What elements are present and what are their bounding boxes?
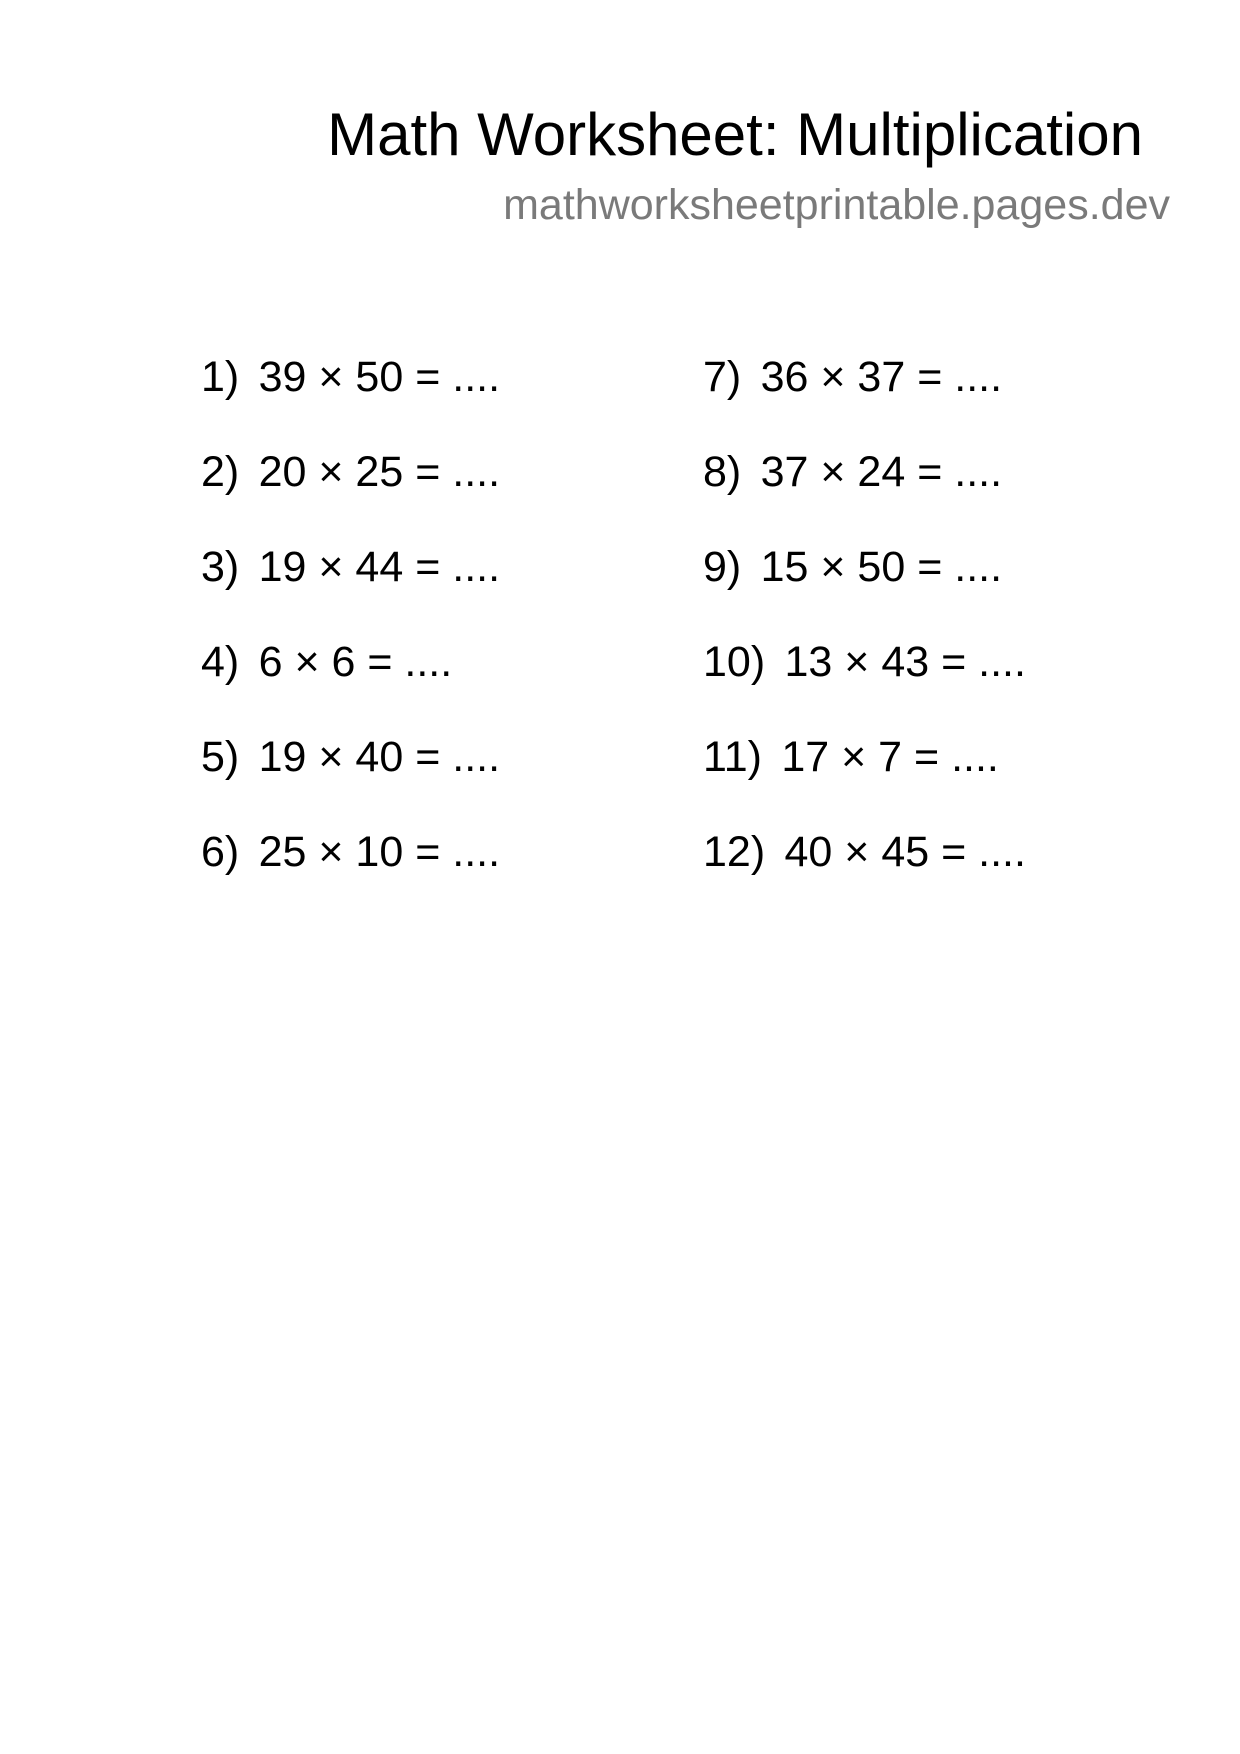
problem-expression: 15 × 50 = .... [760, 543, 1003, 591]
problem-number: 11) [703, 733, 762, 781]
problem-column-left [201, 352, 500, 922]
page-title: Math Worksheet: Multiplication [327, 101, 1143, 168]
problem-6 [201, 827, 500, 922]
problem-3 [201, 542, 500, 637]
problem-12 [703, 827, 1026, 922]
problem-10 [703, 637, 1026, 732]
problem-8 [703, 447, 1026, 542]
problem-number: 7) [703, 353, 742, 401]
problem-expression: 19 × 44 = .... [258, 543, 501, 591]
problem-11 [703, 732, 1026, 827]
problem-expression: 17 × 7 = .... [781, 733, 999, 781]
problem-2 [201, 447, 500, 542]
problem-number: 2) [201, 448, 240, 496]
problem-expression: 20 × 25 = .... [258, 448, 501, 496]
problem-number: 4) [201, 638, 240, 686]
problem-5 [201, 732, 500, 827]
problem-expression: 37 × 24 = .... [760, 448, 1003, 496]
problem-expression: 19 × 40 = .... [258, 733, 501, 781]
problem-9 [703, 542, 1026, 637]
problem-1 [201, 352, 500, 447]
problem-4 [201, 637, 500, 732]
problem-7 [703, 352, 1026, 447]
problem-expression: 6 × 6 = .... [258, 638, 453, 686]
problem-number: 1) [201, 353, 240, 401]
problem-expression: 36 × 37 = .... [760, 353, 1003, 401]
problem-column-right [703, 352, 1026, 922]
problem-number: 6) [201, 828, 240, 876]
problem-number: 12) [703, 828, 766, 876]
problem-number: 5) [201, 733, 240, 781]
problem-number: 3) [201, 543, 240, 591]
problem-expression: 13 × 43 = .... [784, 638, 1026, 686]
problem-expression: 40 × 45 = .... [784, 828, 1026, 876]
problem-expression: 25 × 10 = .... [258, 828, 501, 876]
problem-number: 9) [703, 543, 742, 591]
site-url: mathworksheetprintable.pages.dev [503, 181, 1170, 229]
problem-number: 8) [703, 448, 742, 496]
problem-expression: 39 × 50 = .... [258, 353, 501, 401]
problem-number: 10) [703, 638, 766, 686]
